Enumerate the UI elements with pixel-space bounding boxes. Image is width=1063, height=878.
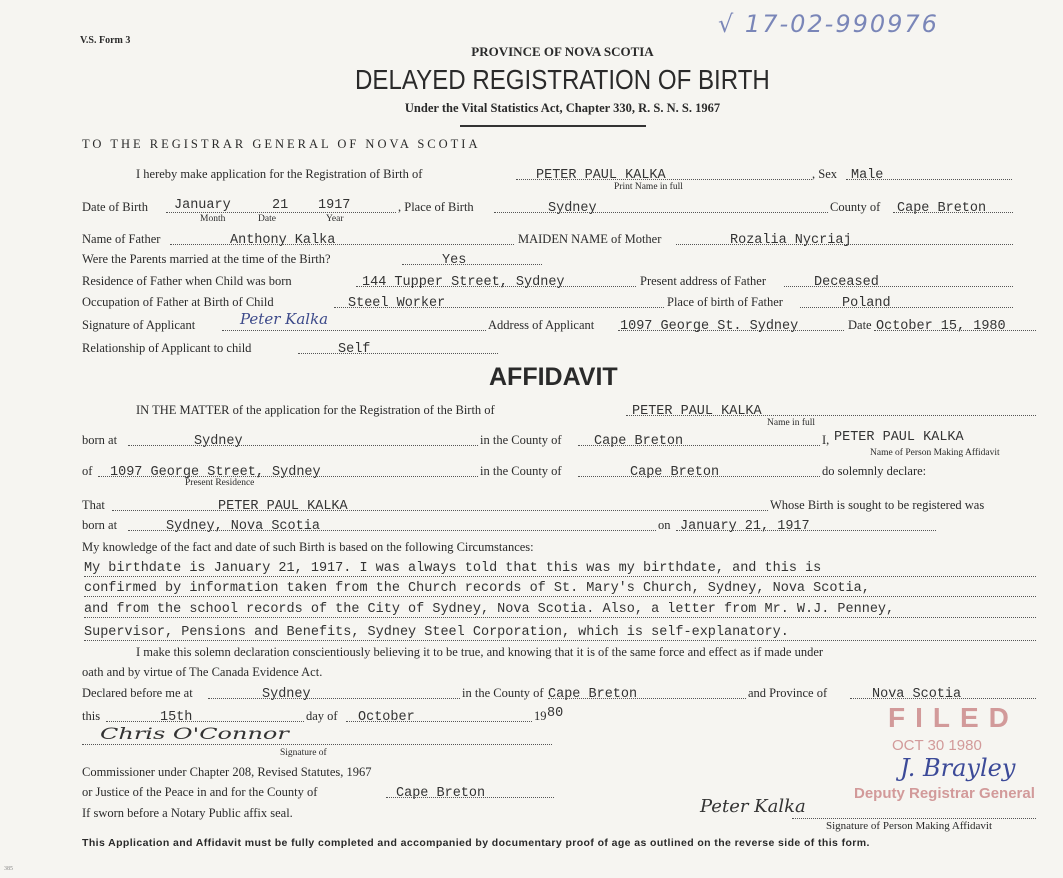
- residence-field-2: [98, 462, 478, 480]
- month-hint: Month: [200, 214, 226, 224]
- circumstance-text: My birthdate is January 21, 1917. I was always told that this was my birthdate, and this is: [84, 561, 1036, 577]
- province-value: Nova Scotia: [872, 687, 962, 702]
- footer-note: This Application and Affidavit must be fully completed and accompanied by documentary proof of age as outlined on the reverse side of this form.: [82, 837, 870, 849]
- year-hint: Year: [326, 214, 344, 224]
- matter-name: PETER PAUL KALKA: [632, 404, 762, 419]
- day-of-label: day of: [306, 709, 338, 723]
- form-subtitle: Under the Vital Statistics Act, Chapter 330, R. S. N. S. 1967: [404, 101, 721, 115]
- county-value: Cape Breton: [897, 201, 987, 216]
- dob-date: 21: [272, 198, 289, 213]
- applicant-signature: Peter Kalka: [240, 310, 329, 328]
- month-field: [346, 707, 532, 725]
- county-label-2: in the County of: [480, 433, 562, 447]
- that-name-field: [112, 496, 768, 514]
- matter-name-field: [626, 401, 1036, 419]
- of-label: of: [82, 464, 93, 478]
- addressee: TO THE REGISTRAR GENERAL OF NOVA SCOTIA: [82, 137, 481, 151]
- deponent-name: PETER PAUL KALKA: [834, 430, 964, 445]
- occupation-value: Steel Worker: [348, 296, 446, 311]
- whose-label: Whose Birth is sought to be registered was: [770, 498, 985, 512]
- declare-label: do solemnly declare:: [822, 464, 927, 478]
- header-rule: [460, 125, 646, 127]
- declared-label: Declared before me at: [82, 686, 193, 700]
- married-field: [402, 250, 542, 268]
- mother-value: Rozalia Nycriaj: [730, 233, 852, 248]
- declaration-text-2: oath and by virtue of The Canada Evidence Act.: [82, 665, 323, 679]
- deponent-signature: Peter Kalka: [700, 796, 806, 817]
- form-code: 385: [4, 866, 13, 872]
- sex-label: , Sex: [812, 167, 837, 181]
- day-field: [106, 707, 304, 725]
- declaration-text: I make this solemn declaration conscientiously believing it to be true, and knowing that it is of the same force and effect as if made under: [136, 645, 824, 659]
- sex-value: Male: [851, 168, 884, 183]
- occupation-label: Occupation of Father at Birth of Child: [82, 295, 274, 309]
- relationship-field: [298, 339, 498, 357]
- on-date: January 21, 1917: [680, 519, 810, 534]
- county-label-3: in the County of: [480, 464, 562, 478]
- applicant-name-field: [516, 165, 812, 183]
- applicant-address-field: [618, 316, 844, 334]
- province-label: and Province of: [748, 686, 828, 700]
- relationship-label: Relationship of Applicant to child: [82, 341, 252, 355]
- province-heading: PROVINCE OF NOVA SCOTIA: [471, 44, 654, 59]
- residence-value: 144 Tupper Street, Sydney: [362, 275, 565, 290]
- applicant-address-label: Address of Applicant: [488, 318, 595, 332]
- pob-label: , Place of Birth: [398, 200, 474, 214]
- dob-year: 1917: [318, 198, 351, 213]
- married-label: Were the Parents married at the time of the Birth?: [82, 252, 331, 266]
- dob-label: Date of Birth: [82, 200, 148, 214]
- matter-label: IN THE MATTER of the application for the Registration of the Birth of: [136, 403, 495, 417]
- file-number: √ 17-02-990976: [718, 10, 939, 38]
- name-in-full-hint: Name in full: [767, 418, 816, 428]
- circumstance-text: Supervisor, Pensions and Benefits, Sydney Steel Corporation, which is self-explanatory.: [84, 625, 1036, 641]
- residence-value-2: 1097 George Street, Sydney: [110, 465, 321, 480]
- commissioner-text: Commissioner under Chapter 208, Revised Statutes, 1967: [82, 765, 372, 779]
- year-suffix: 80: [547, 706, 564, 721]
- this-label: this: [82, 709, 101, 723]
- county-value-2: Cape Breton: [594, 434, 684, 449]
- that-name: PETER PAUL KALKA: [218, 499, 348, 514]
- signature-of-label: Signature of: [280, 748, 327, 758]
- applicant-address-value: 1097 George St. Sydney: [620, 319, 799, 334]
- father-field: [170, 230, 514, 248]
- justice-text: or Justice of the Peace in and for the County of: [82, 785, 318, 799]
- circumstance-line: [84, 578, 1036, 596]
- circumstance-line: [84, 622, 1036, 640]
- declared-at-value: Sydney: [262, 687, 311, 702]
- signature-line: [82, 744, 552, 745]
- mother-label: MAIDEN NAME of Mother: [518, 232, 662, 246]
- residence-field: [356, 272, 636, 290]
- father-pob-field: [800, 293, 1013, 311]
- jp-county-value: Cape Breton: [396, 786, 486, 801]
- born-at-field-2: [128, 516, 656, 534]
- registrar-title-stamp: Deputy Registrar General: [854, 785, 1035, 802]
- born-at-value: Sydney: [194, 434, 243, 449]
- circumstance-text: and from the school records of the City of Sydney, Nova Scotia. Also, a letter from Mr. W.J. Penney,: [84, 602, 1036, 618]
- applicant-signature-label: Signature of Applicant: [82, 318, 196, 332]
- born-at-field: [128, 431, 478, 449]
- name-hint: Print Name in full: [614, 182, 683, 192]
- applicant-signature-field: [222, 310, 486, 331]
- dob-field: [166, 198, 396, 213]
- circumstance-line: [84, 558, 1036, 576]
- circumstance-line: [84, 599, 1036, 617]
- month-value: October: [358, 710, 415, 725]
- county-label: County of: [830, 200, 881, 214]
- county-label-4: in the County of: [462, 686, 544, 700]
- form-number: V.S. Form 3: [80, 35, 131, 46]
- residence-label: Residence of Father when Child was born: [82, 274, 292, 288]
- notary-text: If sworn before a Notary Public affix seal.: [82, 806, 293, 820]
- date-value: October 15, 1980: [876, 319, 1006, 334]
- deponent-hint: Name of Person Making Affidavit: [870, 448, 1000, 458]
- county-field-4: [548, 684, 746, 702]
- born-at-label-2: born at: [82, 518, 118, 532]
- that-label: That: [82, 498, 105, 512]
- on-date-field: [676, 516, 936, 534]
- relationship-value: Self: [338, 342, 371, 357]
- applicant-name: PETER PAUL KALKA: [536, 168, 666, 183]
- pob-value: Sydney: [548, 201, 597, 216]
- commissioner-signature: Chris O'Connor: [100, 724, 289, 743]
- year-prefix: 19: [534, 709, 547, 723]
- date-label: Date: [848, 318, 872, 332]
- county-field: [893, 198, 1013, 216]
- affidavit-title: AFFIDAVIT: [489, 363, 618, 391]
- registrar-signature: J. Brayley: [900, 754, 1016, 782]
- father-label: Name of Father: [82, 232, 161, 246]
- day-value: 15th: [160, 710, 193, 725]
- father-value: Anthony Kalka: [230, 233, 336, 248]
- residence-hint: Present Residence: [185, 478, 255, 488]
- knowledge-label: My knowledge of the fact and date of such Birth is based on the following Circumstances:: [82, 540, 534, 554]
- declared-at-field: [208, 684, 460, 702]
- born-at-value-2: Sydney, Nova Scotia: [166, 519, 320, 534]
- present-address-label: Present address of Father: [640, 274, 767, 288]
- sex-field: [846, 165, 1012, 183]
- date-hint: Date: [258, 214, 276, 224]
- county-field-2: [578, 431, 820, 449]
- filed-stamp: FILED: [888, 702, 1019, 733]
- occupation-field: [334, 293, 664, 311]
- mother-field: [676, 230, 1013, 248]
- deponent-signature-line: [792, 818, 1036, 819]
- present-address-field: [784, 272, 1013, 290]
- present-address-value: Deceased: [814, 275, 879, 290]
- filed-date-stamp: OCT 30 1980: [892, 737, 982, 754]
- dob-month: January: [174, 198, 231, 213]
- father-pob-label: Place of birth of Father: [667, 295, 783, 309]
- form-title: DELAYED REGISTRATION OF BIRTH: [355, 64, 770, 95]
- i-label: I,: [822, 433, 830, 447]
- county-value-3: Cape Breton: [630, 465, 720, 480]
- jp-county-field: [386, 783, 554, 801]
- county-value-4: Cape Breton: [548, 687, 638, 702]
- province-field: [850, 684, 1036, 702]
- circumstance-text: confirmed by information taken from the Church records of St. Mary's Church, Sydney, Nova Scotia,: [84, 581, 1036, 597]
- father-pob-value: Poland: [842, 296, 891, 311]
- pob-field: [494, 198, 828, 216]
- date-field: [874, 316, 1036, 334]
- on-label: on: [658, 518, 671, 532]
- married-value: Yes: [442, 253, 467, 268]
- county-field-3: [578, 462, 820, 480]
- born-at-label: born at: [82, 433, 118, 447]
- deponent-signature-label: Signature of Person Making Affidavit: [826, 820, 992, 832]
- intro-label: I hereby make application for the Registration of Birth of: [136, 167, 423, 181]
